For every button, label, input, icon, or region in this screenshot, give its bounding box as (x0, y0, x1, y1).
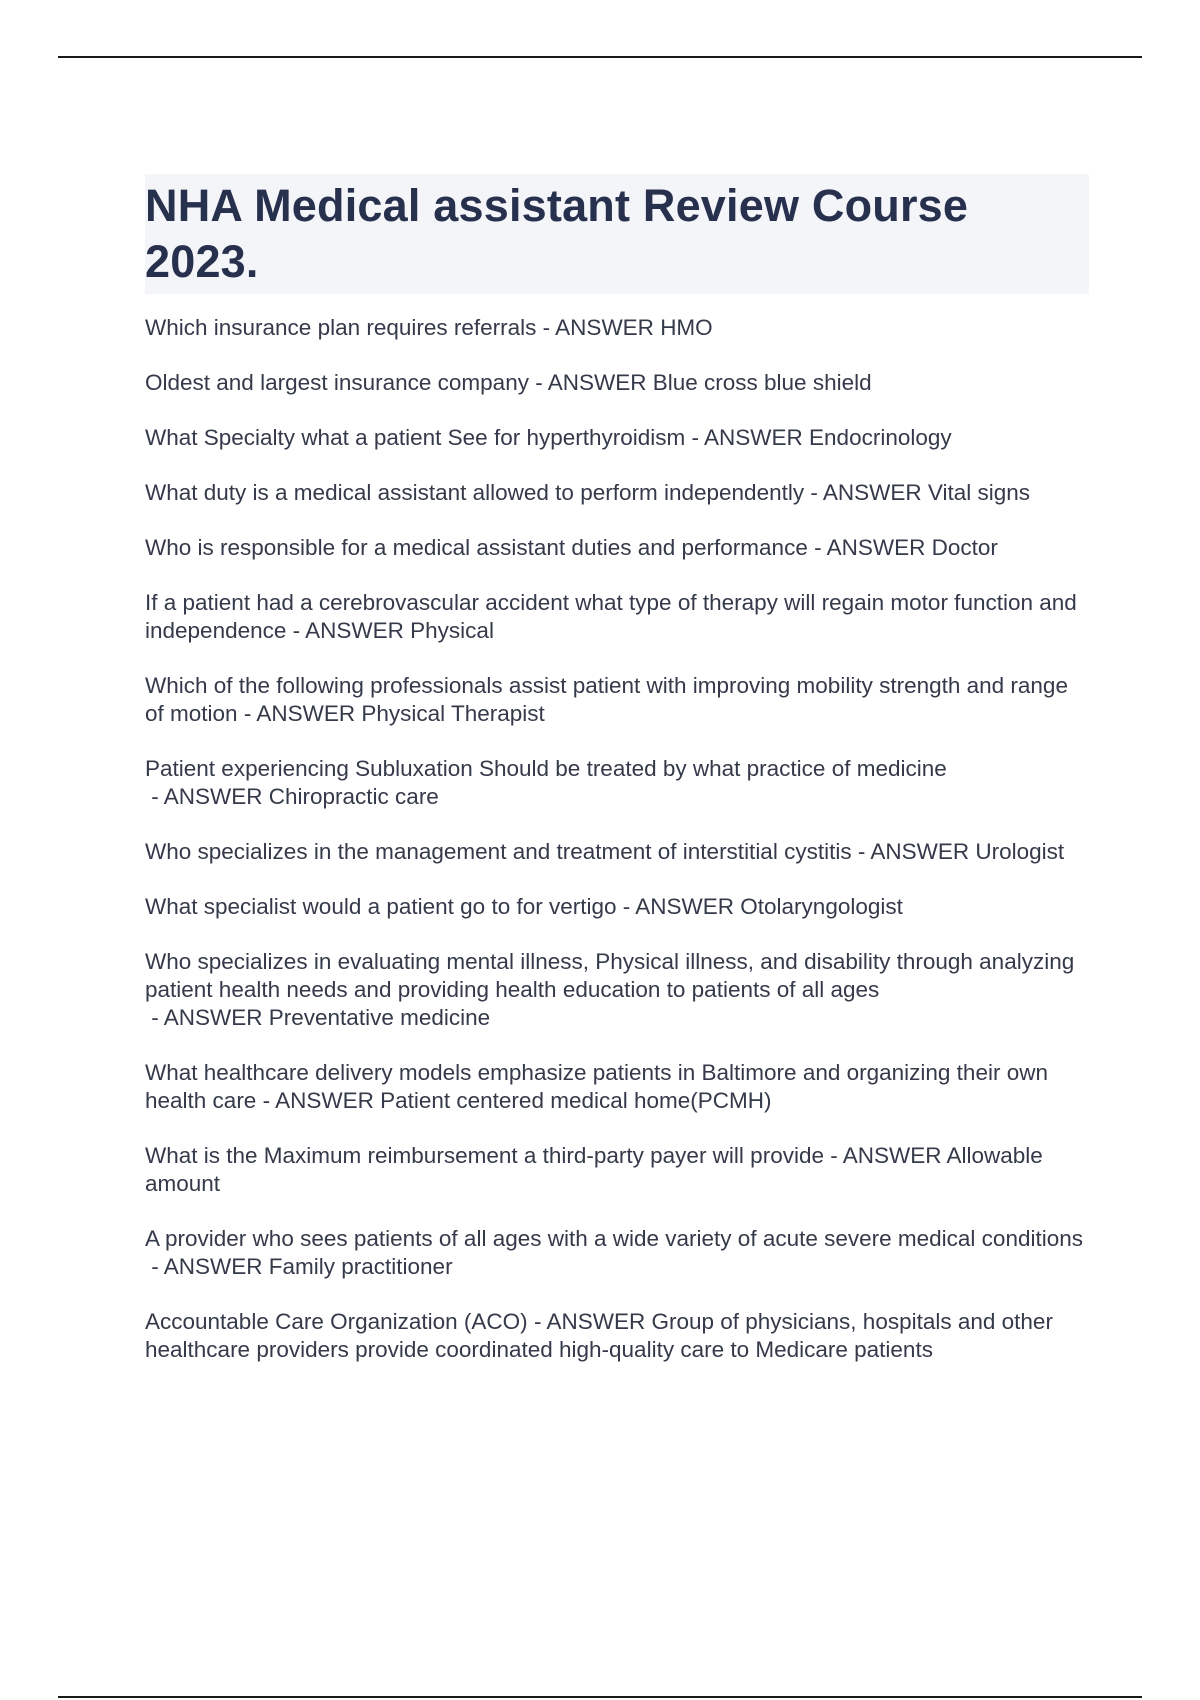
qa-item (145, 893, 1089, 921)
answer-separator: - ANSWER (527, 1309, 652, 1334)
answer-separator: - ANSWER (804, 480, 928, 505)
qa-item (145, 479, 1089, 507)
qa-item (145, 1059, 1089, 1115)
question-text: Which insurance plan requires referrals (145, 315, 537, 340)
answer-separator: - ANSWER (536, 315, 661, 340)
qa-item (145, 424, 1089, 452)
answer-text: Urologist (975, 839, 1065, 864)
answer-separator: - ANSWER (256, 1088, 381, 1113)
title-block (145, 174, 1089, 294)
answer-text: Patient centered medical home(PCMH) (380, 1088, 772, 1113)
answer-text: Preventative medicine (268, 1005, 491, 1030)
answer-text: Endocrinology (809, 425, 952, 450)
answer-text: Vital signs (927, 480, 1030, 505)
qa-item (145, 672, 1089, 728)
question-text: Which of the following professionals assist patient with improving mobility strength and range of motion (145, 673, 1068, 726)
answer-separator: - ANSWER (145, 784, 269, 809)
question-text: A provider who sees patients of all ages with a wide variety of acute severe medical conditions (145, 1226, 1084, 1251)
qa-item (145, 1225, 1089, 1281)
answer-separator: - ANSWER (237, 701, 362, 726)
question-text: Patient experiencing Subluxation Should be treated by what practice of medicine (145, 756, 947, 781)
qa-item (145, 534, 1089, 562)
answer-text: HMO (660, 315, 713, 340)
qa-item (145, 589, 1089, 645)
answer-separator: - ANSWER (685, 425, 810, 450)
qa-item (145, 948, 1089, 1032)
qa-item (145, 369, 1089, 397)
answer-separator: - ANSWER (145, 1005, 269, 1030)
answer-separator: - ANSWER (145, 1254, 269, 1279)
answer-text: Otolaryngologist (740, 894, 903, 919)
answer-separator: - ANSWER (823, 1143, 947, 1168)
answer-text: Group of physicians, hospitals and other healthcare providers provide coordinated high-quality care to Medicare patients (145, 1309, 1053, 1362)
question-text: If a patient had a cerebrovascular accident what type of therapy will regain motor function and independence (145, 590, 1077, 643)
question-text: Who specializes in evaluating mental illness, Physical illness, and disability through analyzing patient health needs and providing health education to patients of all ages (145, 949, 1075, 1002)
document-body (145, 174, 1089, 1391)
question-text: What Specialty what a patient See for hyperthyroidism (145, 425, 686, 450)
answer-text: Doctor (931, 535, 998, 560)
bottom-rule (58, 1696, 1142, 1698)
qa-item (145, 1308, 1089, 1364)
qa-item (145, 755, 1089, 811)
qa-item (145, 838, 1089, 866)
question-text: Who is responsible for a medical assistant duties and performance (145, 535, 808, 560)
question-text: Who specializes in the management and treatment of interstitial cystitis (145, 839, 852, 864)
answer-text: Allowable amount (145, 1143, 1043, 1196)
answer-separator: - ANSWER (851, 839, 976, 864)
qa-item (145, 314, 1089, 342)
answer-text: Chiropractic care (268, 784, 439, 809)
answer-separator: - ANSWER (528, 370, 653, 395)
question-text: Accountable Care Organization (ACO) (145, 1309, 528, 1334)
qa-item (145, 1142, 1089, 1198)
answer-text: Family practitioner (268, 1254, 453, 1279)
page-title: NHA Medical assistant Review Course 2023. (145, 180, 969, 287)
question-text: Oldest and largest insurance company (145, 370, 529, 395)
answer-separator: - ANSWER (807, 535, 932, 560)
question-text: What healthcare delivery models emphasize patients in Baltimore and organizing their own health care (145, 1060, 1048, 1113)
answer-text: Physical Therapist (361, 701, 545, 726)
answer-text: Blue cross blue shield (652, 370, 872, 395)
qa-list (145, 314, 1089, 1364)
question-text: What specialist would a patient go to for vertigo (145, 894, 617, 919)
top-rule (58, 56, 1142, 58)
question-text: What duty is a medical assistant allowed to perform independently (145, 480, 805, 505)
answer-separator: - ANSWER (616, 894, 741, 919)
answer-text: Physical (410, 618, 494, 643)
question-text: What is the Maximum reimbursement a third-party payer will provide (145, 1143, 824, 1168)
answer-separator: - ANSWER (286, 618, 411, 643)
